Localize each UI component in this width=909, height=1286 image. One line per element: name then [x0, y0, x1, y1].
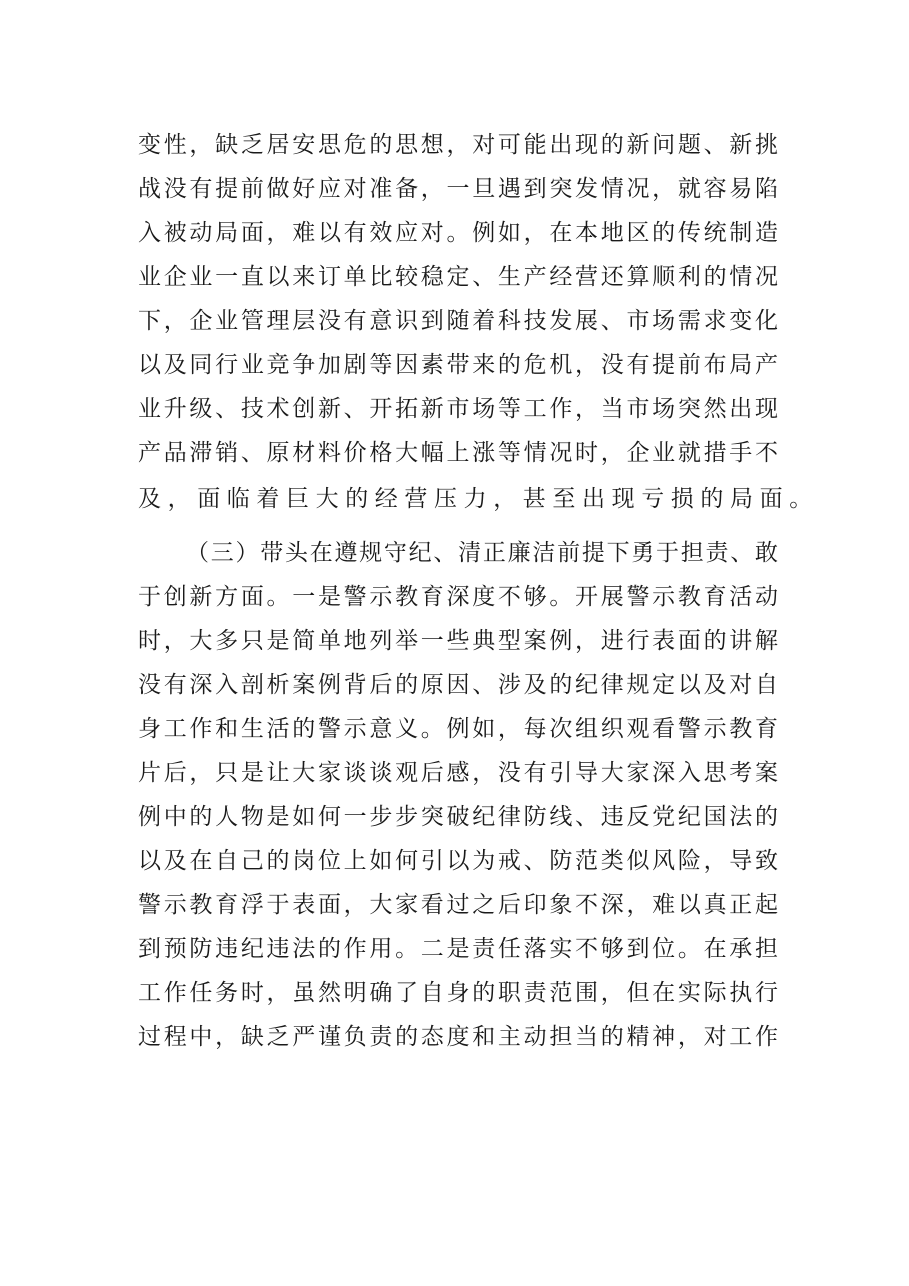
- text-line: 变性，缺乏居安思危的思想，对可能出现的新问题、新挑: [138, 132, 778, 158]
- text-line: 例中的人物是如何一步步突破纪律防线、违反党纪国法的: [138, 804, 778, 830]
- text-line: 工作任务时，虽然明确了自身的职责范围，但在实际执行: [138, 980, 778, 1006]
- text-line: 于创新方面。一是警示教育深度不够。开展警示教育活动: [138, 584, 778, 610]
- text-line: 过程中，缺乏严谨负责的态度和主动担当的精神，对工作: [138, 1024, 778, 1050]
- text-line: 业企业一直以来订单比较稳定、生产经营还算顺利的情况: [138, 264, 778, 290]
- text-line: 时，大多只是简单地列举一些典型案例，进行表面的讲解: [138, 628, 778, 654]
- text-line: 以及同行业竞争加剧等因素带来的危机，没有提前布局产: [138, 352, 778, 378]
- text-line: 入被动局面，难以有效应对。例如，在本地区的传统制造: [138, 220, 778, 246]
- text-line: 产品滞销、原材料价格大幅上涨等情况时，企业就措手不: [138, 440, 778, 466]
- text-line: 没有深入剖析案例背后的原因、涉及的纪律规定以及对自: [138, 672, 778, 698]
- text-line: （三）带头在遵规守纪、清正廉洁前提下勇于担责、敢: [186, 540, 778, 566]
- text-line: 身工作和生活的警示意义。例如，每次组织观看警示教育: [138, 716, 778, 742]
- text-line: 下，企业管理层没有意识到随着科技发展、市场需求变化: [138, 308, 778, 334]
- text-line: 战没有提前做好应对准备，一旦遇到突发情况，就容易陷: [138, 176, 778, 202]
- text-line: 业升级、技术创新、开拓新市场等工作，当市场突然出现: [138, 396, 778, 422]
- text-line: 片后，只是让大家谈谈观后感，没有引导大家深入思考案: [138, 760, 778, 786]
- text-line: 到预防违纪违法的作用。二是责任落实不够到位。在承担: [138, 936, 778, 962]
- text-line: 警示教育浮于表面，大家看过之后印象不深，难以真正起: [138, 892, 778, 918]
- text-line: 及，面临着巨大的经营压力，甚至出现亏损的局面。: [138, 486, 819, 512]
- text-line: 以及在自己的岗位上如何引以为戒、防范类似风险，导致: [138, 848, 778, 874]
